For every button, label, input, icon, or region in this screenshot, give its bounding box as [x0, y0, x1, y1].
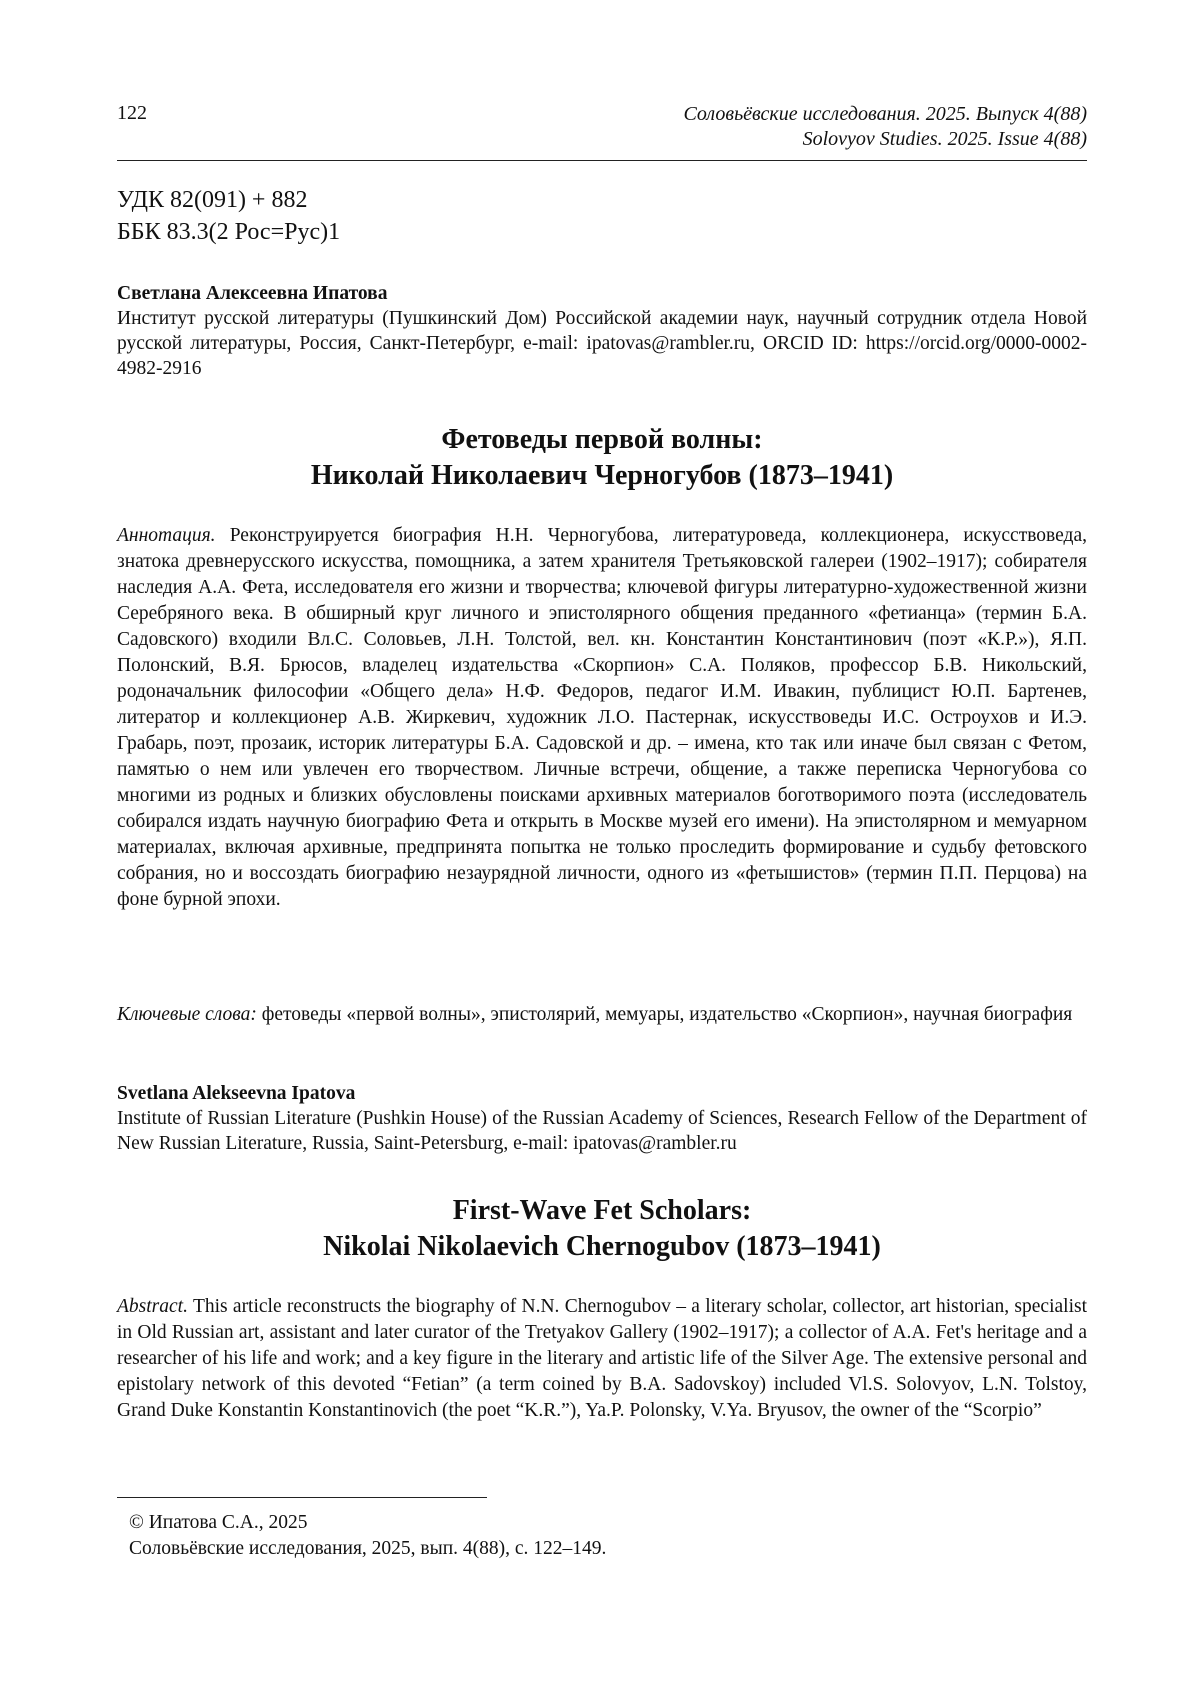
abstract-en	[117, 1294, 1087, 1424]
keywords-ru-label: Ключевые слова:	[117, 1004, 257, 1025]
journal-title-ru: Соловьёвские исследования. 2025. Выпуск 4(88)	[683, 103, 1087, 125]
author-block-en	[117, 1081, 1087, 1156]
bbk-code: ББК 83.3(2 Рос=Рус)1	[117, 219, 341, 245]
footnote-divider	[117, 1497, 487, 1498]
running-header	[117, 100, 1087, 161]
article-title-ru	[117, 422, 1087, 494]
abstract-en-label: Abstract.	[117, 1296, 188, 1317]
footnote	[129, 1510, 606, 1562]
author-block-ru	[117, 281, 1087, 381]
author-name-ru: Светлана Алексеевна Ипатова	[117, 283, 388, 304]
title-en-line2: Nikolai Nikolaevich Chernogubov (1873–1941)	[323, 1231, 881, 1262]
article-title-en	[117, 1193, 1087, 1265]
keywords-ru	[117, 1002, 1087, 1028]
udk-code: УДК 82(091) + 882	[117, 187, 308, 213]
author-affiliation-ru: Институт русской литературы (Пушкинский Дом) Российской академии наук, научный сотрудник отдела Новой русской литературы, Россия, Санкт-Петербург, e-mail: ipatovas@rambler.ru, ORCID ID: https://orcid.org/0000-0002-4982-2916	[117, 308, 1087, 379]
abstract-ru-text: Реконструируется биография Н.Н. Черногубова, литературоведа, коллекционера, искусствоведа, знатока древнерусского искусства, помощника, а затем хранителя Третьяковской галереи (1902–1917); собирателя наследия А.А. Фета, исследователя его жизни и творчества; ключевой фигуры литературно-художественной жизни Серебряного века. В обширный круг личного и эпистолярного общения преданного «фетианца» (термин Б.А. Садовского) входили Вл.С. Соловьев, Л.Н. Толстой, вел. кн. Константин Константинович (поэт «К.Р.»), Я.П. Полонский, В.Я. Брюсов, владелец издательства «Скорпион» С.А. Поляков, профессор Б.В. Никольский, родоначальник философии «Общего дела» Н.Ф. Федоров, педагог И.М. Ивакин, публицист Ю.П. Бартенев, литератор и коллекционер А.В. Жиркевич, художник Л.О. Пастернак, искусствоведы И.С. Остроухов и И.Э. Грабарь, поэт, прозаик, историк литературы Б.А. Садовской и др. – имена, кто так или иначе был связан с Фетом, памятью о нем или увлечен его творчеством. Личные встречи, общение, а также переписка Черногубова со многими из родных и близких обусловлены поисками архивных материалов боготворимого поэта (исследователь собирался издать научную биографию Фета и открыть в Москве музей его имени). На эпистолярном и мемуарном материалах, включая архивные, предпринята попытка не только проследить формирование и судьбу фетовского собрания, но и воссоздать биографию незаурядной личности, одного из «фетышистов» (термин П.П. Перцова) на фоне бурной эпохи.	[117, 525, 1087, 910]
abstract-en-text: This article reconstructs the biography of N.N. Chernogubov – a literary scholar, collector, art historian, specialist in Old Russian art, assistant and later curator of the Tretyakov Gallery (1902–1917); a collector of A.A. Fet's heritage and a researcher of his life and work; and a key figure in the literary and artistic life of the Silver Age. The extensive personal and epistolary network of this devoted “Fetian” (a term coined by B.A. Sadovskoy) included Vl.S. Solovyov, L.N. Tolstoy, Grand Duke Konstantin Konstantinovich (the poet “K.R.”), Ya.P. Polonsky, V.Ya. Bryusov, the owner of the “Scorpio”	[117, 1296, 1087, 1421]
keywords-ru-text: фетоведы «первой волны», эпистолярий, мемуары, издательство «Скорпион», научная биография	[261, 1004, 1073, 1025]
abstract-ru	[117, 523, 1087, 913]
title-ru-line1: Фетоведы первой волны:	[441, 424, 763, 455]
title-ru-line2: Николай Николаевич Черногубов (1873–1941)	[310, 460, 894, 491]
journal-title-en: Solovyov Studies. 2025. Issue 4(88)	[802, 128, 1087, 150]
citation: Соловьёвские исследования, 2025, вып. 4(88), с. 122–149.	[129, 1538, 607, 1559]
abstract-ru-label: Аннотация.	[117, 525, 216, 546]
title-en-line1: First-Wave Fet Scholars:	[452, 1195, 752, 1226]
author-affiliation-en: Institute of Russian Literature (Pushkin House) of the Russian Academy of Sciences, Research Fellow of the Department of New Russian Literature, Russia, Saint-Petersburg, e-mail: ipatovas@rambler.ru	[117, 1108, 1087, 1154]
author-name-en: Svetlana Alekseevna Ipatova	[117, 1083, 356, 1104]
page-number: 122	[117, 102, 147, 124]
journal-reference	[683, 102, 1087, 152]
classification-codes	[117, 184, 340, 248]
copyright-notice: © Ипатова С.А., 2025	[129, 1512, 308, 1533]
